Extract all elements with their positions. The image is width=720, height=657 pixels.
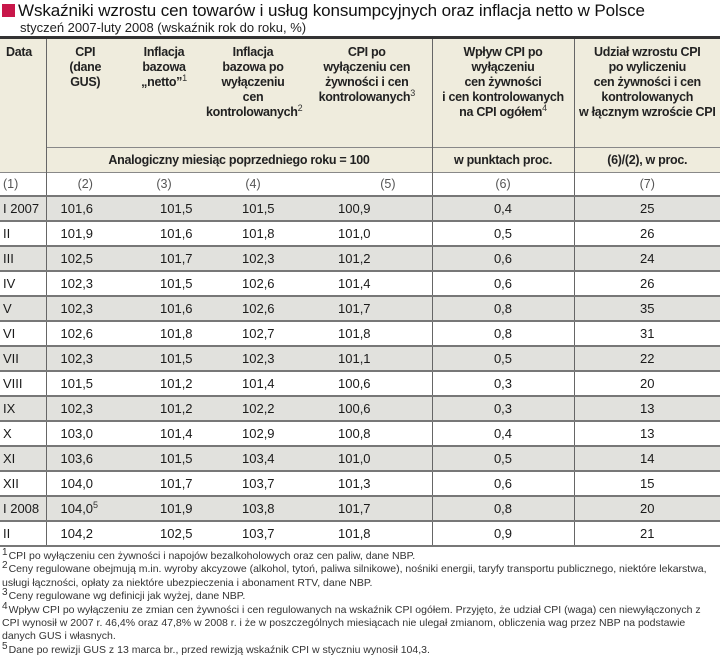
row-date: VIII bbox=[0, 371, 46, 396]
cell-netto: 101,6 bbox=[124, 296, 204, 321]
title-block bbox=[0, 0, 720, 36]
cell-share: 15 bbox=[574, 471, 720, 496]
cell-cpi: 104,0 bbox=[46, 471, 124, 496]
row-date: VII bbox=[0, 346, 46, 371]
cell-share: 13 bbox=[574, 421, 720, 446]
cell-excl-controlled: 103,7 bbox=[204, 471, 302, 496]
footnote-ref-3: 3 bbox=[410, 88, 415, 98]
cell-cpi: 102,3 bbox=[46, 396, 124, 421]
cell-share: 21 bbox=[574, 521, 720, 546]
cell-cpi: 103,6 bbox=[46, 446, 124, 471]
table-row bbox=[0, 196, 720, 221]
cell-excl-controlled: 103,4 bbox=[204, 446, 302, 471]
cell-cpi: 102,3 bbox=[46, 346, 124, 371]
page-title-text: Wskaźniki wzrostu cen towarów i usług konsumpcyjnych oraz inflacja netto w Polsce bbox=[18, 1, 645, 20]
footnote bbox=[2, 560, 720, 590]
table-row bbox=[0, 421, 720, 446]
cell-netto: 101,5 bbox=[124, 346, 204, 371]
header-netto: Inflacja bazowa „netto”$^1$ bbox=[124, 38, 204, 148]
cell-netto: 102,5 bbox=[124, 521, 204, 546]
table-row bbox=[0, 396, 720, 421]
cell-excl-food-controlled: 101,0 bbox=[302, 446, 432, 471]
table-row bbox=[0, 246, 720, 271]
page-subtitle: styczeń 2007-luty 2008 (wskaźnik rok do roku, %) bbox=[20, 20, 307, 35]
colnum-3: (3) bbox=[124, 173, 204, 197]
cell-excl-food-controlled: 100,8 bbox=[302, 421, 432, 446]
cell-cpi: 101,9 bbox=[46, 221, 124, 246]
cell-cpi: 102,3 bbox=[46, 271, 124, 296]
cell-excl-food-controlled: 101,7 bbox=[302, 296, 432, 321]
page-title bbox=[2, 2, 720, 20]
cell-impact: 0,4 bbox=[432, 421, 574, 446]
table-row bbox=[0, 346, 720, 371]
cell-excl-food-controlled: 101,3 bbox=[302, 471, 432, 496]
row-date: V bbox=[0, 296, 46, 321]
colnum-1: (1) bbox=[0, 173, 46, 197]
header-date: Data bbox=[0, 38, 46, 173]
footnote-ref-4: 4 bbox=[542, 103, 547, 113]
footnote-number: 3 bbox=[2, 587, 8, 599]
cell-share: 14 bbox=[574, 446, 720, 471]
cell-share: 22 bbox=[574, 346, 720, 371]
footnote-number: 2 bbox=[2, 560, 8, 572]
cell-cpi: 104,0$^5$ bbox=[46, 496, 124, 521]
table-body bbox=[0, 196, 720, 546]
header-cpi: CPI (dane GUS) bbox=[46, 38, 124, 148]
row-date: XII bbox=[0, 471, 46, 496]
table-row bbox=[0, 221, 720, 246]
header-row bbox=[0, 38, 720, 148]
cell-excl-controlled: 103,7 bbox=[204, 521, 302, 546]
row-date: II bbox=[0, 221, 46, 246]
table-row bbox=[0, 371, 720, 396]
row-date: IX bbox=[0, 396, 46, 421]
cell-cpi: 103,0 bbox=[46, 421, 124, 446]
cell-excl-food-controlled: 101,1 bbox=[302, 346, 432, 371]
cell-cpi: 101,5 bbox=[46, 371, 124, 396]
cell-excl-controlled: 103,8 bbox=[204, 496, 302, 521]
table-row bbox=[0, 446, 720, 471]
units-share: (6)/(2), w proc. bbox=[574, 148, 720, 173]
header-excl-controlled: Inflacja bazowa po wyłączeniu cen kontrolowanych$^2$ bbox=[204, 38, 302, 148]
cell-excl-food-controlled: 101,7 bbox=[302, 496, 432, 521]
table-row bbox=[0, 496, 720, 521]
cell-excl-controlled: 102,6 bbox=[204, 296, 302, 321]
units-row bbox=[0, 148, 720, 173]
cell-cpi: 101,6 bbox=[46, 196, 124, 221]
red-square-icon bbox=[2, 4, 15, 17]
units-points: w punktach proc. bbox=[432, 148, 574, 173]
cell-share: 24 bbox=[574, 246, 720, 271]
cell-netto: 101,7 bbox=[124, 471, 204, 496]
cell-impact: 0,8 bbox=[432, 496, 574, 521]
footnote-ref-1: 1 bbox=[182, 73, 187, 83]
cpi-table bbox=[0, 36, 720, 547]
cell-netto: 101,7 bbox=[124, 246, 204, 271]
row-date: IV bbox=[0, 271, 46, 296]
header-excl-food-controlled: CPI po wyłączeniu cen żywności i cen kontrolowanych$^3$ bbox=[302, 38, 432, 148]
cell-excl-food-controlled: 101,2 bbox=[302, 246, 432, 271]
footnote-text: Ceny regulowane obejmują m.in. wyroby akcyzowe (alkohol, tytoń, paliwa silnikowe), nośniki energii, taryfy transportu publicznego, niektóre lekarstwa, usługi łączności, opłaty za niektóre ubezpieczenia i abonament RTV, dane NBP. bbox=[2, 563, 707, 589]
footnote-number: 1 bbox=[2, 547, 8, 558]
footnote bbox=[2, 587, 720, 603]
colnum-6: (6) bbox=[432, 173, 574, 197]
footnote-text: Dane po rewizji GUS z 13 marca br., przed rewizją wskaźnik CPI w styczniu wynosił 104,3. bbox=[8, 643, 430, 656]
cell-excl-food-controlled: 101,8 bbox=[302, 321, 432, 346]
cell-impact: 0,3 bbox=[432, 396, 574, 421]
column-numbers-row bbox=[0, 173, 720, 197]
header-impact: Wpływ CPI po wyłączeniu cen żywności i cen kontrolowanych na CPI ogółem$^4$ bbox=[432, 38, 574, 148]
cell-excl-controlled: 102,2 bbox=[204, 396, 302, 421]
footnote-text: Wpływ CPI po wyłączeniu ze zmian cen żywności i cen regulowanych na wskaźnik CPI ogółem. Przyjęto, że udział CPI (waga) cen niewyłączonych z CPI wynosił w 2007 r. 46,4% oraz 47,8% w 2008 r. i że w poszczególnych miesiącach nie ulegał zmianom, obliczenia wag przez NBP na podstawie danych GUS i własnych. bbox=[2, 603, 701, 643]
cell-netto: 101,8 bbox=[124, 321, 204, 346]
footnote-ref-2: 2 bbox=[297, 103, 303, 113]
cell-excl-controlled: 102,7 bbox=[204, 321, 302, 346]
cell-impact: 0,4 bbox=[432, 196, 574, 221]
cell-excl-food-controlled: 101,4 bbox=[302, 271, 432, 296]
cell-excl-food-controlled: 100,6 bbox=[302, 396, 432, 421]
cell-excl-controlled: 101,8 bbox=[204, 221, 302, 246]
cell-excl-controlled: 102,3 bbox=[204, 246, 302, 271]
units-base: Analogiczny miesiąc poprzedniego roku = 100 bbox=[46, 148, 432, 173]
footnote bbox=[2, 600, 720, 644]
cell-share: 35 bbox=[574, 296, 720, 321]
table-row bbox=[0, 321, 720, 346]
cell-impact: 0,3 bbox=[432, 371, 574, 396]
cell-impact: 0,5 bbox=[432, 446, 574, 471]
footnote bbox=[2, 547, 720, 563]
cell-excl-controlled: 101,4 bbox=[204, 371, 302, 396]
footnote-ref-5: 5 bbox=[93, 500, 99, 510]
cell-cpi: 102,3 bbox=[46, 296, 124, 321]
colnum-2: (2) bbox=[46, 173, 124, 197]
cell-netto: 101,4 bbox=[124, 421, 204, 446]
cell-share: 13 bbox=[574, 396, 720, 421]
cell-share: 20 bbox=[574, 371, 720, 396]
cell-excl-controlled: 101,5 bbox=[204, 196, 302, 221]
header-share: Udział wzrostu CPI po wyliczeniu cen żywności i cen kontrolowanych w łącznym wzroście CPI bbox=[574, 38, 720, 148]
cell-impact: 0,8 bbox=[432, 321, 574, 346]
table-row bbox=[0, 521, 720, 546]
cell-netto: 101,2 bbox=[124, 396, 204, 421]
colnum-5: (5) bbox=[302, 173, 432, 197]
cell-netto: 101,9 bbox=[124, 496, 204, 521]
cell-excl-controlled: 102,3 bbox=[204, 346, 302, 371]
row-date: I 2008 bbox=[0, 496, 46, 521]
row-date: III bbox=[0, 246, 46, 271]
colnum-7: (7) bbox=[574, 173, 720, 197]
footnote-number: 5 bbox=[2, 640, 8, 652]
row-date: X bbox=[0, 421, 46, 446]
cell-cpi: 102,5 bbox=[46, 246, 124, 271]
cell-excl-food-controlled: 101,0 bbox=[302, 221, 432, 246]
cell-impact: 0,5 bbox=[432, 221, 574, 246]
colnum-4: (4) bbox=[204, 173, 302, 197]
row-date: VI bbox=[0, 321, 46, 346]
cell-netto: 101,2 bbox=[124, 371, 204, 396]
row-date: XI bbox=[0, 446, 46, 471]
cell-share: 25 bbox=[574, 196, 720, 221]
cell-cpi: 102,6 bbox=[46, 321, 124, 346]
cell-excl-food-controlled: 100,6 bbox=[302, 371, 432, 396]
cell-impact: 0,6 bbox=[432, 471, 574, 496]
table-row bbox=[0, 471, 720, 496]
cell-impact: 0,6 bbox=[432, 271, 574, 296]
footnotes bbox=[0, 547, 720, 657]
footnote-number: 4 bbox=[2, 600, 8, 612]
cell-share: 26 bbox=[574, 221, 720, 246]
footnote-text: Ceny regulowane wg definicji jak wyżej, dane NBP. bbox=[8, 590, 246, 603]
footnote-text: CPI po wyłączeniu cen żywności i napojów bezalkoholowych oraz cen paliw, dane NBP. bbox=[8, 550, 416, 562]
cell-share: 26 bbox=[574, 271, 720, 296]
cell-cpi: 104,2 bbox=[46, 521, 124, 546]
cell-netto: 101,5 bbox=[124, 446, 204, 471]
cell-impact: 0,6 bbox=[432, 246, 574, 271]
cell-netto: 101,6 bbox=[124, 221, 204, 246]
cell-netto: 101,5 bbox=[124, 196, 204, 221]
cell-excl-food-controlled: 101,8 bbox=[302, 521, 432, 546]
cell-share: 31 bbox=[574, 321, 720, 346]
cell-impact: 0,8 bbox=[432, 296, 574, 321]
row-date: I 2007 bbox=[0, 196, 46, 221]
cell-share: 20 bbox=[574, 496, 720, 521]
cell-impact: 0,9 bbox=[432, 521, 574, 546]
cell-excl-controlled: 102,6 bbox=[204, 271, 302, 296]
cell-impact: 0,5 bbox=[432, 346, 574, 371]
cell-excl-food-controlled: 100,9 bbox=[302, 196, 432, 221]
table-row bbox=[0, 271, 720, 296]
table-row bbox=[0, 296, 720, 321]
cell-netto: 101,5 bbox=[124, 271, 204, 296]
cell-excl-controlled: 102,9 bbox=[204, 421, 302, 446]
footnote bbox=[2, 640, 720, 657]
row-date: II bbox=[0, 521, 46, 546]
